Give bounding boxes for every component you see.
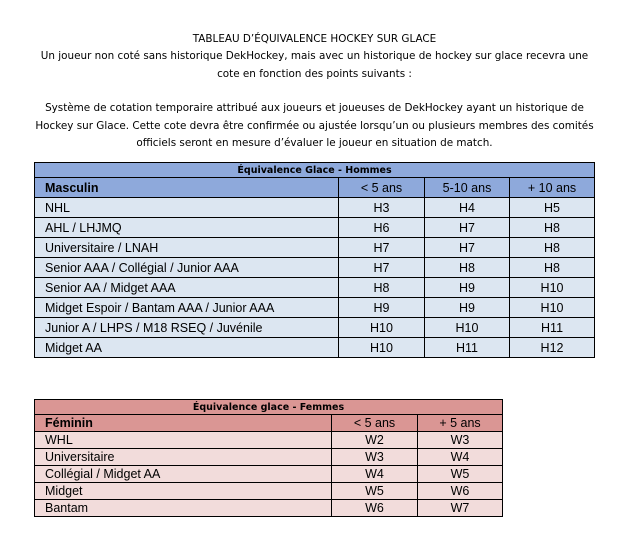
rating-cell: W4 [418,449,503,466]
women-header-col: + 5 ans [418,415,503,432]
women-header-col: < 5 ans [332,415,418,432]
rating-cell: W2 [332,432,418,449]
men-equivalence-table [34,162,595,358]
men-header-col: 5-10 ans [425,178,510,198]
rating-cell: H7 [339,238,425,258]
rating-cell: H8 [425,258,510,278]
rating-cell: H10 [510,278,595,298]
rating-cell: H11 [510,318,595,338]
row-label: Midget [35,483,332,500]
rating-cell: H3 [339,198,425,218]
document-title: TABLEAU D’ÉQUIVALENCE HOCKEY SUR GLACE [192,33,437,45]
men-header-category: Masculin [35,178,339,198]
rating-cell: W5 [418,466,503,483]
table-row [35,278,595,298]
intro-line: cote en fonction des points suivants : [217,67,412,80]
intro-text [20,31,609,152]
rating-cell: H8 [510,238,595,258]
rating-cell: W7 [418,500,503,517]
row-label: AHL / LHJMQ [35,218,339,238]
table-row [35,449,503,466]
intro-line: Hockey sur Glace. Cette cote devra être confirmée ou ajustée lorsqu’un ou plusieurs membres des comités [35,119,594,132]
rating-cell: H4 [425,198,510,218]
rating-cell: H10 [425,318,510,338]
rating-cell: W6 [418,483,503,500]
rating-cell: W3 [332,449,418,466]
rating-cell: W3 [418,432,503,449]
table-row [35,298,595,318]
table-row [35,338,595,358]
row-label: Senior AAA / Collégial / Junior AAA [35,258,339,278]
intro-line: Un joueur non coté sans historique DekHockey, mais avec un historique de hockey sur glace recevra une [40,50,589,63]
row-label: Midget AA [35,338,339,358]
rating-cell: H6 [339,218,425,238]
men-table-title: Équivalence Glace - Hommes [35,163,595,178]
table-row [35,258,595,278]
row-label: Bantam [35,500,332,517]
table-row [35,318,595,338]
row-label: Collégial / Midget AA [35,466,332,483]
table-row [35,466,503,483]
rating-cell: W5 [332,483,418,500]
men-header-col: < 5 ans [339,178,425,198]
rating-cell: H9 [425,298,510,318]
rating-cell: H10 [339,318,425,338]
rating-cell: W6 [332,500,418,517]
row-label: NHL [35,198,339,218]
table-row [35,238,595,258]
rating-cell: H5 [510,198,595,218]
table-row [35,218,595,238]
table-row [35,500,503,517]
table-row [35,483,503,500]
intro-line: officiels seront en mesure d’évaluer le joueur en situation de match. [136,137,493,150]
rating-cell: H12 [510,338,595,358]
table-row [35,432,503,449]
rating-cell: H7 [425,218,510,238]
rating-cell: H9 [339,298,425,318]
women-header-category: Féminin [35,415,332,432]
rating-cell: H11 [425,338,510,358]
rating-cell: H10 [510,298,595,318]
table-row [35,198,595,218]
rating-cell: H7 [425,238,510,258]
rating-cell: H10 [339,338,425,358]
rating-cell: H9 [425,278,510,298]
rating-cell: H7 [339,258,425,278]
men-header-col: + 10 ans [510,178,595,198]
women-equivalence-table [34,399,503,517]
rating-cell: H8 [339,278,425,298]
row-label: Universitaire [35,449,332,466]
intro-line: Système de cotation temporaire attribué aux joueurs et joueuses de DekHockey ayant un historique de [45,102,584,115]
row-label: Senior AA / Midget AAA [35,278,339,298]
row-label: Midget Espoir / Bantam AAA / Junior AAA [35,298,339,318]
row-label: Junior A / LHPS / M18 RSEQ / Juvénile [35,318,339,338]
women-table-title: Équivalence glace - Femmes [35,400,503,415]
row-label: Universitaire / LNAH [35,238,339,258]
row-label: WHL [35,432,332,449]
rating-cell: W4 [332,466,418,483]
rating-cell: H8 [510,218,595,238]
rating-cell: H8 [510,258,595,278]
